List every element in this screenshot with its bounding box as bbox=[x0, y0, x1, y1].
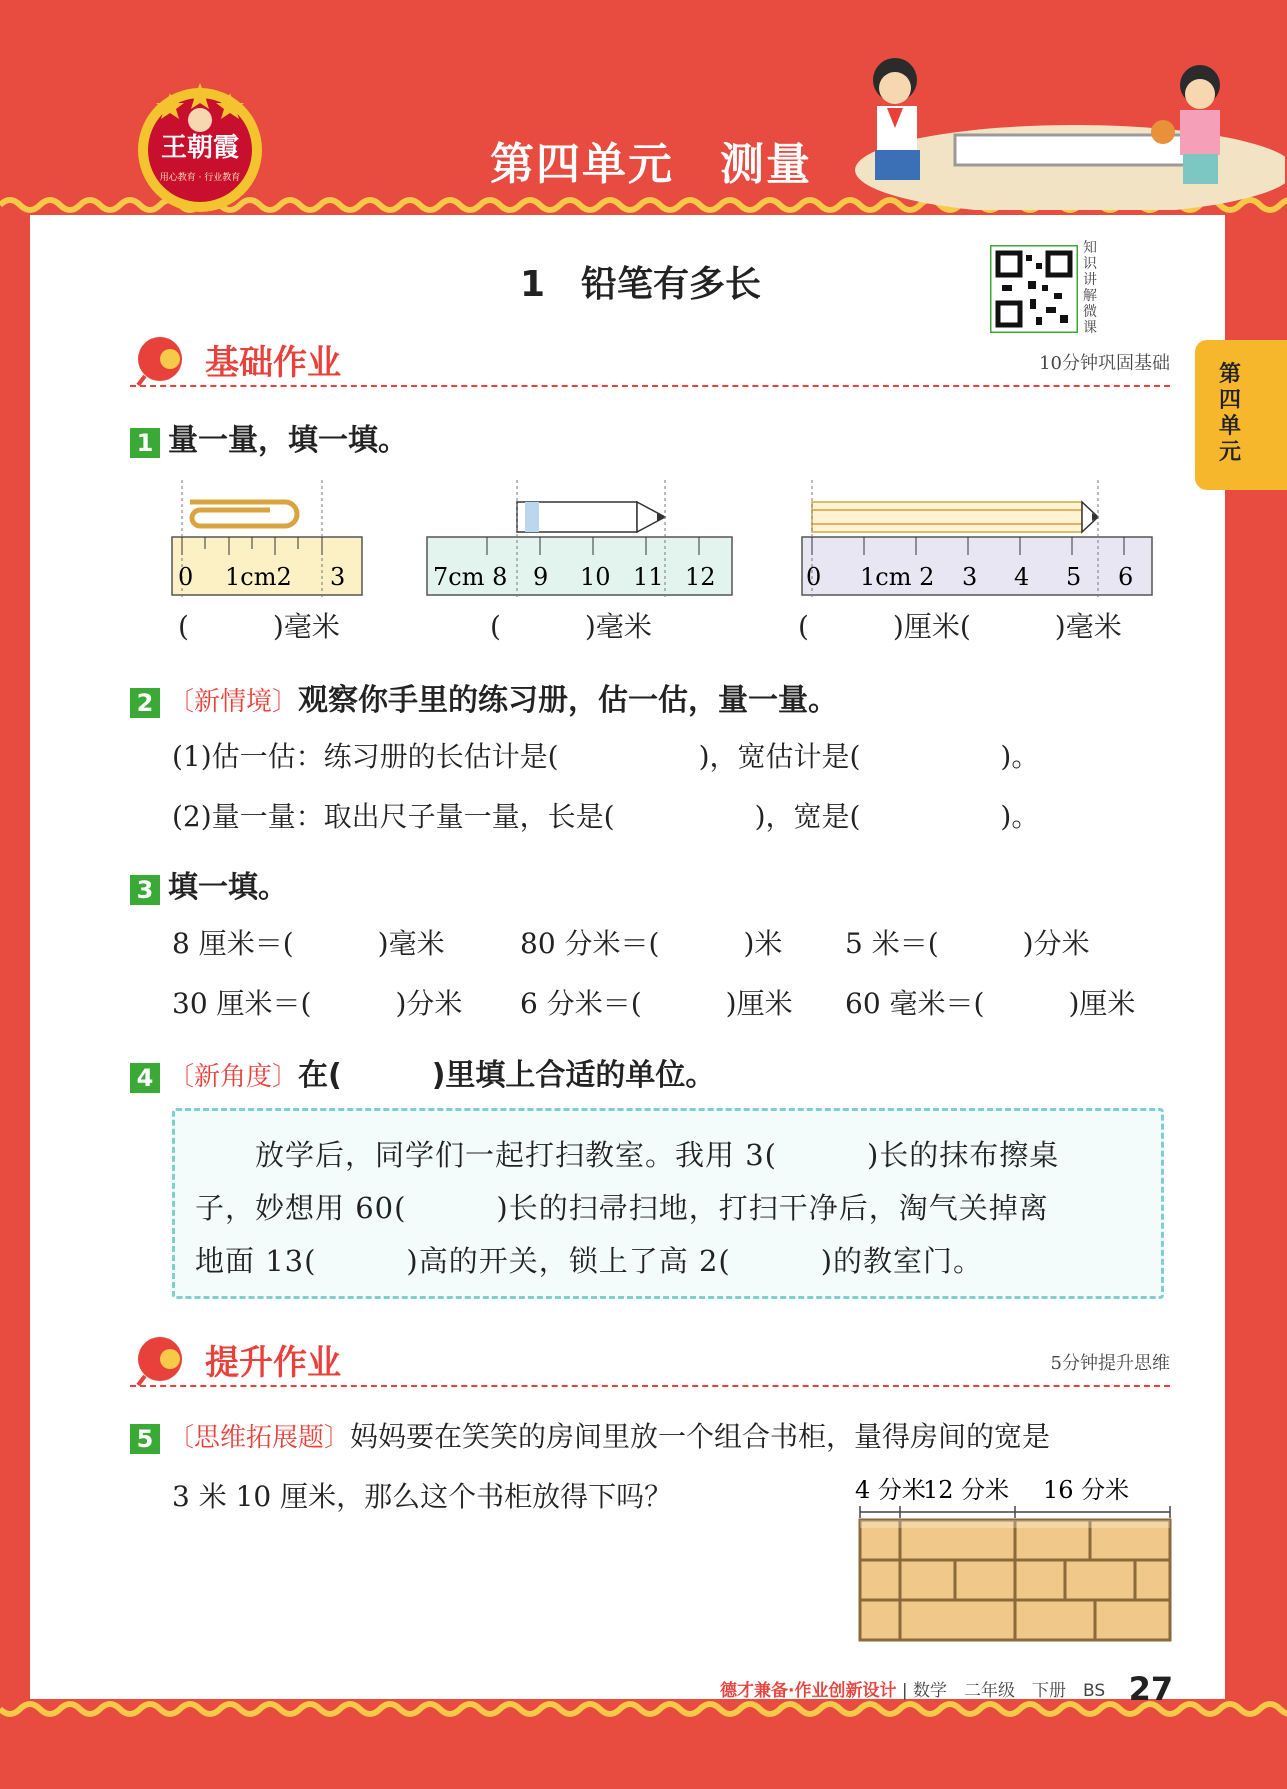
ruler-2-figure bbox=[425, 480, 740, 600]
section-divider bbox=[130, 385, 1170, 387]
bookcase-dim-1: 4 分米 bbox=[855, 1476, 926, 1504]
footer-brand: 德才兼备·作业创新设计 bbox=[720, 1681, 897, 1701]
ruler-2-tick-10: 10 bbox=[580, 563, 611, 591]
bookcase-dim-3: 16 分米 bbox=[1043, 1476, 1130, 1504]
ruler-2-tick-12: 12 bbox=[685, 563, 716, 591]
section-advanced-label: 提升作业 bbox=[205, 1343, 341, 1383]
page-header bbox=[0, 0, 1287, 215]
q3-item: 5 米＝( )分米 bbox=[845, 927, 1090, 960]
q4-title: 在( )里填上合适的单位。 bbox=[298, 1058, 716, 1093]
ruler-3-tick-4: 4 bbox=[1014, 563, 1030, 591]
q4-passage-line: 地面 13( )高的开关，锁上了高 2( )的教室门。 bbox=[195, 1244, 984, 1278]
q5-tag: 〔思维拓展题〕 bbox=[168, 1423, 351, 1453]
logo-slogan: 用心教育 · 行业教育 bbox=[159, 173, 241, 183]
lesson-title: 1 铅笔有多长 bbox=[520, 264, 762, 305]
footer-border bbox=[0, 1699, 1287, 1789]
q5-line-1: 妈妈要在笑笑的房间里放一个组合书柜，量得房间的宽是 bbox=[350, 1420, 1051, 1453]
section-advanced-note: 5分钟提升思维 bbox=[1050, 1353, 1170, 1374]
ruler-2-tick-11: 11 bbox=[633, 563, 664, 591]
ruler-1-tick-3: 3 bbox=[330, 563, 346, 591]
side-tab-label: 第四单元 bbox=[1218, 362, 1241, 465]
q1-number: 1 bbox=[130, 428, 160, 458]
ruler-1-figure bbox=[170, 480, 370, 600]
kids-illustration bbox=[845, 50, 1285, 210]
kids-measuring-illustration bbox=[845, 50, 1285, 210]
ruler-3-tick-6: 6 bbox=[1118, 563, 1134, 591]
section-divider bbox=[130, 1385, 1170, 1387]
q3-title: 填一填。 bbox=[168, 870, 288, 905]
ruler-3-tick-1: 1cm 2 bbox=[860, 563, 935, 591]
q3-item: 80 分米＝( )米 bbox=[520, 927, 783, 960]
q3-item: 8 厘米＝( )毫米 bbox=[172, 927, 445, 960]
page-footer bbox=[720, 1670, 1173, 1708]
q4-passage-box bbox=[172, 1108, 1164, 1299]
q2-line-1: (1)估一估：练习册的长估计是( )，宽估计是( )。 bbox=[172, 740, 1040, 773]
bell-icon bbox=[130, 331, 200, 386]
q3-number: 3 bbox=[130, 875, 160, 905]
q4-passage-line: 放学后，同学们一起打扫教室。我用 3( )长的抹布擦桌 bbox=[195, 1138, 1060, 1172]
brand-logo bbox=[130, 75, 270, 215]
footer-info: | 数学 二年级 下册 BS bbox=[901, 1681, 1106, 1701]
logo-brand-text: 王朝霞 bbox=[160, 133, 239, 163]
q2-number: 2 bbox=[130, 688, 160, 718]
ruler-1-tick-0: 0 bbox=[178, 563, 194, 591]
qr-label: 知识讲解微课 bbox=[1083, 240, 1097, 336]
ruler-3-caption: ( )厘米( )毫米 bbox=[798, 610, 1122, 643]
q1-heading bbox=[130, 415, 408, 459]
ruler-1-caption: ( )毫米 bbox=[178, 610, 340, 643]
q3-heading bbox=[130, 862, 288, 906]
bookcase-figure bbox=[855, 1470, 1175, 1645]
q4-heading bbox=[130, 1050, 715, 1094]
qr-code[interactable] bbox=[990, 245, 1078, 333]
ruler-3-tick-5: 5 bbox=[1066, 563, 1082, 591]
q4-passage-line: 子，妙想用 60( )长的扫帚扫地，打扫干净后，淘气关掉离 bbox=[195, 1191, 1049, 1225]
ruler-3-tick-3: 3 bbox=[962, 563, 978, 591]
q3-item: 60 毫米＝( )厘米 bbox=[845, 987, 1136, 1020]
section-basic-label: 基础作业 bbox=[205, 343, 341, 383]
q5-line-2: 3 米 10 厘米，那么这个书柜放得下吗？ bbox=[172, 1480, 673, 1513]
bell-icon bbox=[130, 1331, 200, 1386]
qr-code-icon bbox=[990, 245, 1078, 333]
q1-title: 量一量，填一填。 bbox=[168, 423, 408, 458]
section-basic-header bbox=[130, 335, 1170, 395]
q2-heading bbox=[130, 675, 838, 719]
ruler-3-figure bbox=[800, 480, 1160, 600]
q5-heading bbox=[130, 1415, 1050, 1455]
ruler-3-tick-0: 0 bbox=[806, 563, 822, 591]
side-tab bbox=[1195, 340, 1287, 490]
section-basic-note: 10分钟巩固基础 bbox=[1039, 353, 1170, 374]
q2-title: 观察你手里的练习册，估一估，量一量。 bbox=[298, 683, 839, 718]
q3-item: 30 厘米＝( )分米 bbox=[172, 987, 463, 1020]
unit-title: 第四单元 测量 bbox=[490, 139, 812, 190]
ruler-2-tick-7: 7cm 8 bbox=[433, 563, 508, 591]
ruler-2-caption: ( )毫米 bbox=[490, 610, 652, 643]
q4-tag: 〔新角度〕 bbox=[168, 1062, 299, 1092]
q5-number: 5 bbox=[130, 1424, 160, 1454]
q2-tag: 〔新情境〕 bbox=[168, 687, 299, 717]
q3-item: 6 分米＝( )厘米 bbox=[520, 987, 793, 1020]
bookcase-dim-2: 12 分米 bbox=[923, 1476, 1010, 1504]
q4-number: 4 bbox=[130, 1063, 160, 1093]
ruler-2-tick-9: 9 bbox=[533, 563, 549, 591]
ruler-1-tick-1: 1cm2 bbox=[225, 563, 292, 591]
section-advanced-header bbox=[130, 1335, 1170, 1395]
bookcase-illustration bbox=[855, 1470, 1175, 1645]
q2-line-2: (2)量一量：取出尺子量一量，长是( )，宽是( )。 bbox=[172, 800, 1040, 833]
page-number: 27 bbox=[1128, 1670, 1174, 1708]
